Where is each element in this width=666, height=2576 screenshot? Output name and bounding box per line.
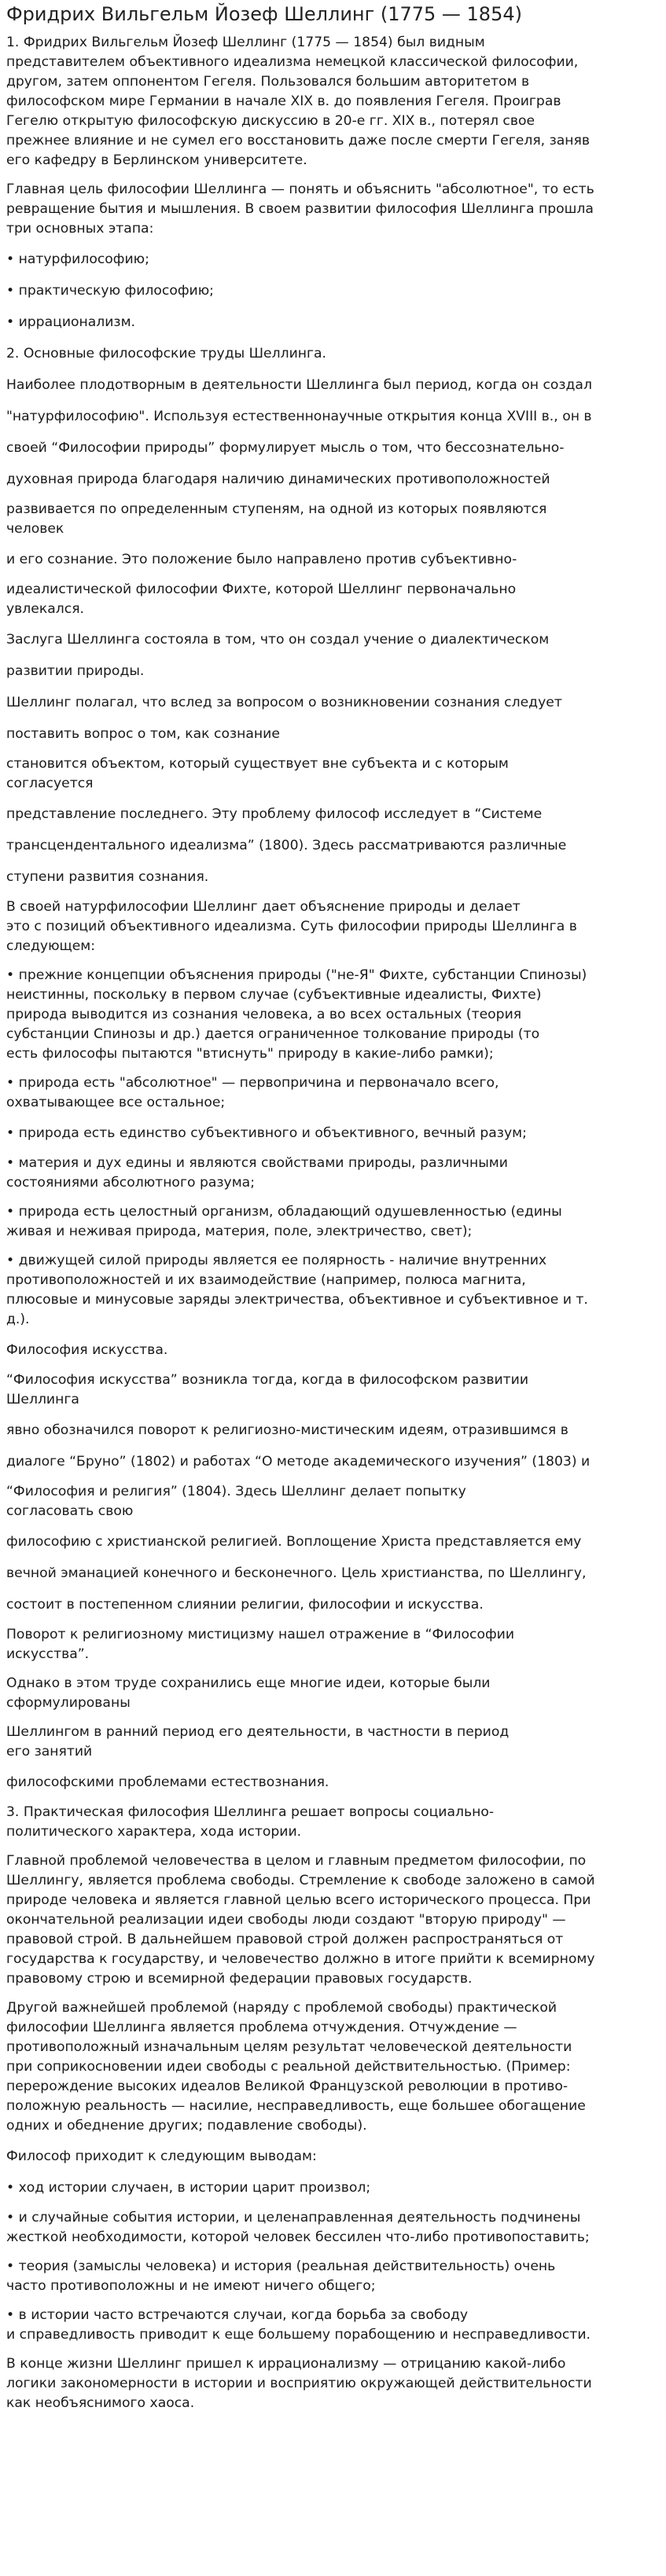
paragraph: и его сознание. Это положение было направлено против субъективно-: [6, 552, 517, 567]
paragraph: становится объектом, который существует вне субъекта и с которым согласуется: [6, 756, 509, 791]
paragraph: • материя и дух едины и являются свойствами природы, различными состояниями абсолютного разума;: [6, 1155, 508, 1191]
paragraph: ступени развития сознания.: [6, 869, 209, 885]
paragraph: вечной эманацией конечного и бесконечного. Цель христианства, по Шеллингу,: [6, 1565, 587, 1581]
paragraph: “Философия и религия” (1804). Здесь Шеллинг делает попытку согласовать свою: [6, 1484, 466, 1519]
paragraph: В своей натурфилософии Шеллинг дает объяснение природы и делает это с позиций объективного идеализма. Суть философии природы Шеллинга в следующем:: [6, 899, 577, 954]
paragraph: философскими проблемами естествознания.: [6, 1774, 329, 1790]
paragraph: • натурфилософию;: [6, 251, 149, 267]
paragraph: трансцендентального идеализма” (1800). Здесь рассматриваются различные: [6, 838, 567, 853]
paragraph: Шеллинг полагал, что вслед за вопросом о возникновении сознания следует: [6, 695, 562, 710]
paragraph: • природа есть целостный организм, обладающий одушевленностью (едины живая и неживая природа, материя, поле, электричество, свет);: [6, 1204, 562, 1239]
paragraph: • движущей силой природы является ее полярность - наличие внутренних противоположностей и их взаимодействие (например, полюса магнита, плюсовые и минусовые заряды электричества, объективное и субъективное и т. д.).: [6, 1253, 588, 1327]
paragraph: Другой важнейшей проблемой (наряду с проблемой свободы) практической философии Шеллинга является проблема отчуждения. Отчуждение — противоположный изначальным целям результат человеческой деятельности при соприкосновении идеи свободы с реальной действительностью. (Пример: перерождение высоких идеалов Великой Французской революции в противо- положную реальность — насилие, несправедливость, еще большее обогащение одних и обеднение других; подавление свободы).: [6, 2000, 586, 2134]
paragraph: • ход истории случаен, в истории царит произвол;: [6, 2180, 371, 2196]
paragraph: Заслуга Шеллинга состояла в том, что он создал учение о диалектическом: [6, 632, 550, 648]
paragraph: поставить вопрос о том, как сознание: [6, 726, 280, 742]
paragraph: Главная цель философии Шеллинга — понять и объяснить "абсолютное", то есть ревращение бытия и мышления. В своем развитии философия Шеллинга прошла три основных этапа:: [6, 182, 594, 237]
paragraph: • иррационализм.: [6, 314, 136, 330]
paragraph: явно обозначился поворот к религиозно-мистическим идеям, отразившимся в: [6, 1422, 568, 1438]
paragraph: • и случайные события истории, и целенаправленная деятельность подчинены жесткой необходимости, которой человек бессилен что-либо противопоставить;: [6, 2210, 590, 2245]
paragraph: • природа есть "абсолютное" — первопричина и первоначало всего, охватывающее все остальное;: [6, 1075, 499, 1110]
paragraph: диалоге “Бруно” (1802) и работах “О методе академического изучения” (1803) и: [6, 1454, 591, 1470]
paragraph: • природа есть единство субъективного и объективного, вечный разум;: [6, 1125, 527, 1141]
paragraph: идеалистической философии Фихте, которой Шеллинг первоначально увлекался.: [6, 582, 517, 617]
paragraph: своей “Философии природы” формулирует мысль о том, что бессознательно-: [6, 440, 565, 456]
paragraph: представление последнего. Эту проблему философ исследует в “Системе: [6, 806, 543, 822]
paragraph: • прежние концепции объяснения природы ("не-Я" Фихте, субстанции Спинозы) неистинны, поскольку в первом случае (субъективные идеалисты, Фихте) природа выводится из сознания человека, а во всех остальных (теория субстанции Спинозы и др.) дается ограниченное толкование природы (то есть философы пытаются "втиснуть" природу в какие-либо рамки);: [6, 967, 587, 1062]
paragraph: Однако в этом труде сохранились еще многие идеи, которые были сформулированы: [6, 1675, 491, 1711]
paragraph: • теория (замыслы человека) и история (реальная действительность) очень часто противоположны и не имеют ничего общего;: [6, 2259, 556, 2294]
paragraph: 1. Фридрих Вильгельм Йозеф Шеллинг (1775 — 1854) был видным представителем объективного идеализма немецкой классической философии, другом, затем оппонентом Гегеля. Пользовался большим авторитетом в философском мире Германии в начале XIX в. до появления Гегеля. Проиграв Гегелю открытую философскую дискуссию в 20-е гг. XIX в., потерял свое прежнее влияние и не сумел его восстановить даже после смерти Гегеля, заняв его кафедру в Берлинском университете.: [6, 35, 590, 168]
paragraph: философию с христианской религией. Воплощение Христа представляется ему: [6, 1534, 582, 1550]
paragraph: 2. Основные философские труды Шеллинга.: [6, 346, 327, 361]
paragraph: Наиболее плодотворным в деятельности Шеллинга был период, когда он создал: [6, 377, 592, 393]
paragraph: Философия искусства.: [6, 1342, 168, 1358]
paragraph: 3. Практическая философия Шеллинга решает вопросы социально- политического характера, хода истории.: [6, 1804, 495, 1840]
paragraph: Главной проблемой человечества в целом и главным предметом философии, по Шеллингу, является проблема свободы. Стремление к свободе заложено в самой природе человека и является главной целью всего исторического процесса. При окончательной реализации идеи свободы люди создают "вторую природу" — правовой строй. В дальнейшем правовой строй должен распространяться от государства к государству, и человечество должно в итоге прийти к всемирному правовому строю и всемирной федерации правовых государств.: [6, 1853, 595, 1987]
paragraph: Поворот к религиозному мистицизму нашел отражение в “Философии искусства”.: [6, 1627, 515, 1662]
page-title: Фридрих Вильгельм Йозеф Шеллинг (1775 — 1854): [6, 3, 522, 25]
paragraph: Философ приходит к следующим выводам:: [6, 2149, 317, 2164]
paragraph: состоит в постепенном слиянии религии, философии и искусства.: [6, 1597, 484, 1613]
paragraph: “Философия искусства” возникла тогда, когда в философском развитии Шеллинга: [6, 1372, 529, 1407]
paragraph: духовная природа благодаря наличию динамических противоположностей: [6, 472, 550, 487]
paragraph: "натурфилософию". Используя естественнонаучные открытия конца XVIII в., он в: [6, 409, 592, 424]
paragraph: • практическую философию;: [6, 283, 214, 299]
paragraph: развивается по определенным ступеням, на одной из которых появляются человек: [6, 501, 547, 537]
paragraph: • в истории часто встречаются случаи, когда борьба за свободу и справедливость приводит к еще большему порабощению и несправедливости.: [6, 2307, 591, 2343]
paragraph: развитии природы.: [6, 663, 145, 679]
document-body: [6, 33, 657, 2413]
paragraph: В конце жизни Шеллинг пришел к иррационализму — отрицанию какой-либо логики закономерности в истории и восприятию окружающей действительности как необъяснимого хаоса.: [6, 2356, 592, 2411]
paragraph: Шеллингом в ранний период его деятельности, в частности в период его занятий: [6, 1724, 510, 1760]
